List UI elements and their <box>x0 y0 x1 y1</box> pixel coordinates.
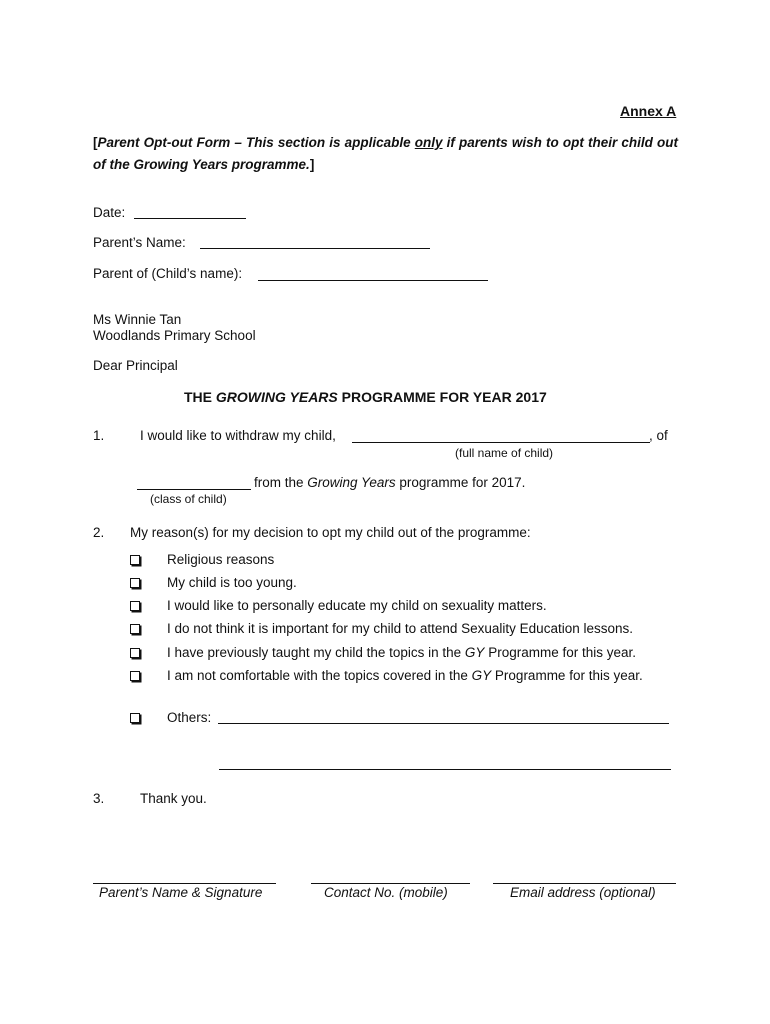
date-field[interactable] <box>134 218 246 219</box>
others-label: Others: <box>167 710 212 725</box>
addressee-school: Woodlands Primary School <box>93 328 256 343</box>
annex-label: Annex A <box>620 103 677 119</box>
class-caption: (class of child) <box>150 492 227 506</box>
signature-line[interactable] <box>93 883 276 884</box>
programme-heading <box>184 389 547 405</box>
child-name-field[interactable] <box>258 280 488 281</box>
reason-checkbox[interactable] <box>130 601 140 611</box>
from-post: programme for 2017. <box>395 475 526 490</box>
salutation: Dear Principal <box>93 358 178 373</box>
contact-line[interactable] <box>311 883 470 884</box>
from-italic: Growing Years <box>307 475 396 490</box>
item2-text: My reason(s) for my decision to opt my child out of the programme: <box>130 525 531 540</box>
reason6-gy: GY <box>471 668 492 683</box>
reason-label: My child is too young. <box>167 575 297 590</box>
full-name-caption: (full name of child) <box>455 446 554 460</box>
intro-text-1: Parent Opt-out Form – This section is applicable <box>97 135 415 150</box>
email-caption: Email address (optional) <box>510 885 656 900</box>
reason-checkbox[interactable] <box>130 624 140 634</box>
addressee-name: Ms Winnie Tan <box>93 312 182 327</box>
parent-of-label: Parent of (Child’s name): <box>93 266 243 281</box>
item1-of: , of <box>649 428 668 443</box>
class-field[interactable] <box>137 489 251 490</box>
reason-label: I do not think it is important for my child to attend Sexuality Education lessons. <box>167 621 633 636</box>
date-label: Date: <box>93 205 126 220</box>
reason-checkbox[interactable] <box>130 578 140 588</box>
reason-label: I would like to personally educate my child on sexuality matters. <box>167 598 547 613</box>
reason-checkbox[interactable] <box>130 671 140 681</box>
item2-number: 2. <box>93 525 105 540</box>
reason6-post: Programme for this year. <box>491 668 643 683</box>
reason-label <box>167 668 643 683</box>
reason-label: Religious reasons <box>167 552 275 567</box>
intro-paragraph <box>93 132 678 176</box>
reason6-pre: I am not comfortable with the topics covered in the <box>167 668 472 683</box>
heading-pre: THE <box>184 389 216 405</box>
others-field[interactable] <box>218 723 669 724</box>
item1-number: 1. <box>93 428 105 443</box>
heading-italic: GROWING YEARS <box>215 389 338 405</box>
email-line[interactable] <box>493 883 676 884</box>
reason-checkbox[interactable] <box>130 555 140 565</box>
intro-text-2: if parents wish to opt their child out of the Growing Years programme. <box>93 135 678 172</box>
others-checkbox[interactable] <box>130 713 140 723</box>
intro-only: only <box>414 135 443 150</box>
intro-close-bracket: ] <box>309 157 315 172</box>
reason-label <box>167 645 636 660</box>
reason5-post: Programme for this year. <box>484 645 636 660</box>
intro-open-bracket: [ <box>93 135 98 150</box>
reason5-pre: I have previously taught my child the topics in the <box>167 645 465 660</box>
contact-caption: Contact No. (mobile) <box>324 885 448 900</box>
parent-name-field[interactable] <box>200 248 430 249</box>
full-name-field[interactable] <box>352 442 650 443</box>
from-pre: from the <box>254 475 308 490</box>
heading-post: PROGRAMME FOR YEAR 2017 <box>337 389 547 405</box>
reason-checkbox[interactable] <box>130 648 140 658</box>
item3-number: 3. <box>93 791 105 806</box>
others-field-line-2[interactable] <box>219 769 671 770</box>
item3-text: Thank you. <box>140 791 207 806</box>
item1-text: I would like to withdraw my child, <box>140 428 336 443</box>
signature-caption: Parent’s Name & Signature <box>99 885 263 900</box>
parent-name-label: Parent’s Name: <box>93 235 186 250</box>
reason5-gy: GY <box>464 645 485 660</box>
item1-from <box>254 475 525 490</box>
